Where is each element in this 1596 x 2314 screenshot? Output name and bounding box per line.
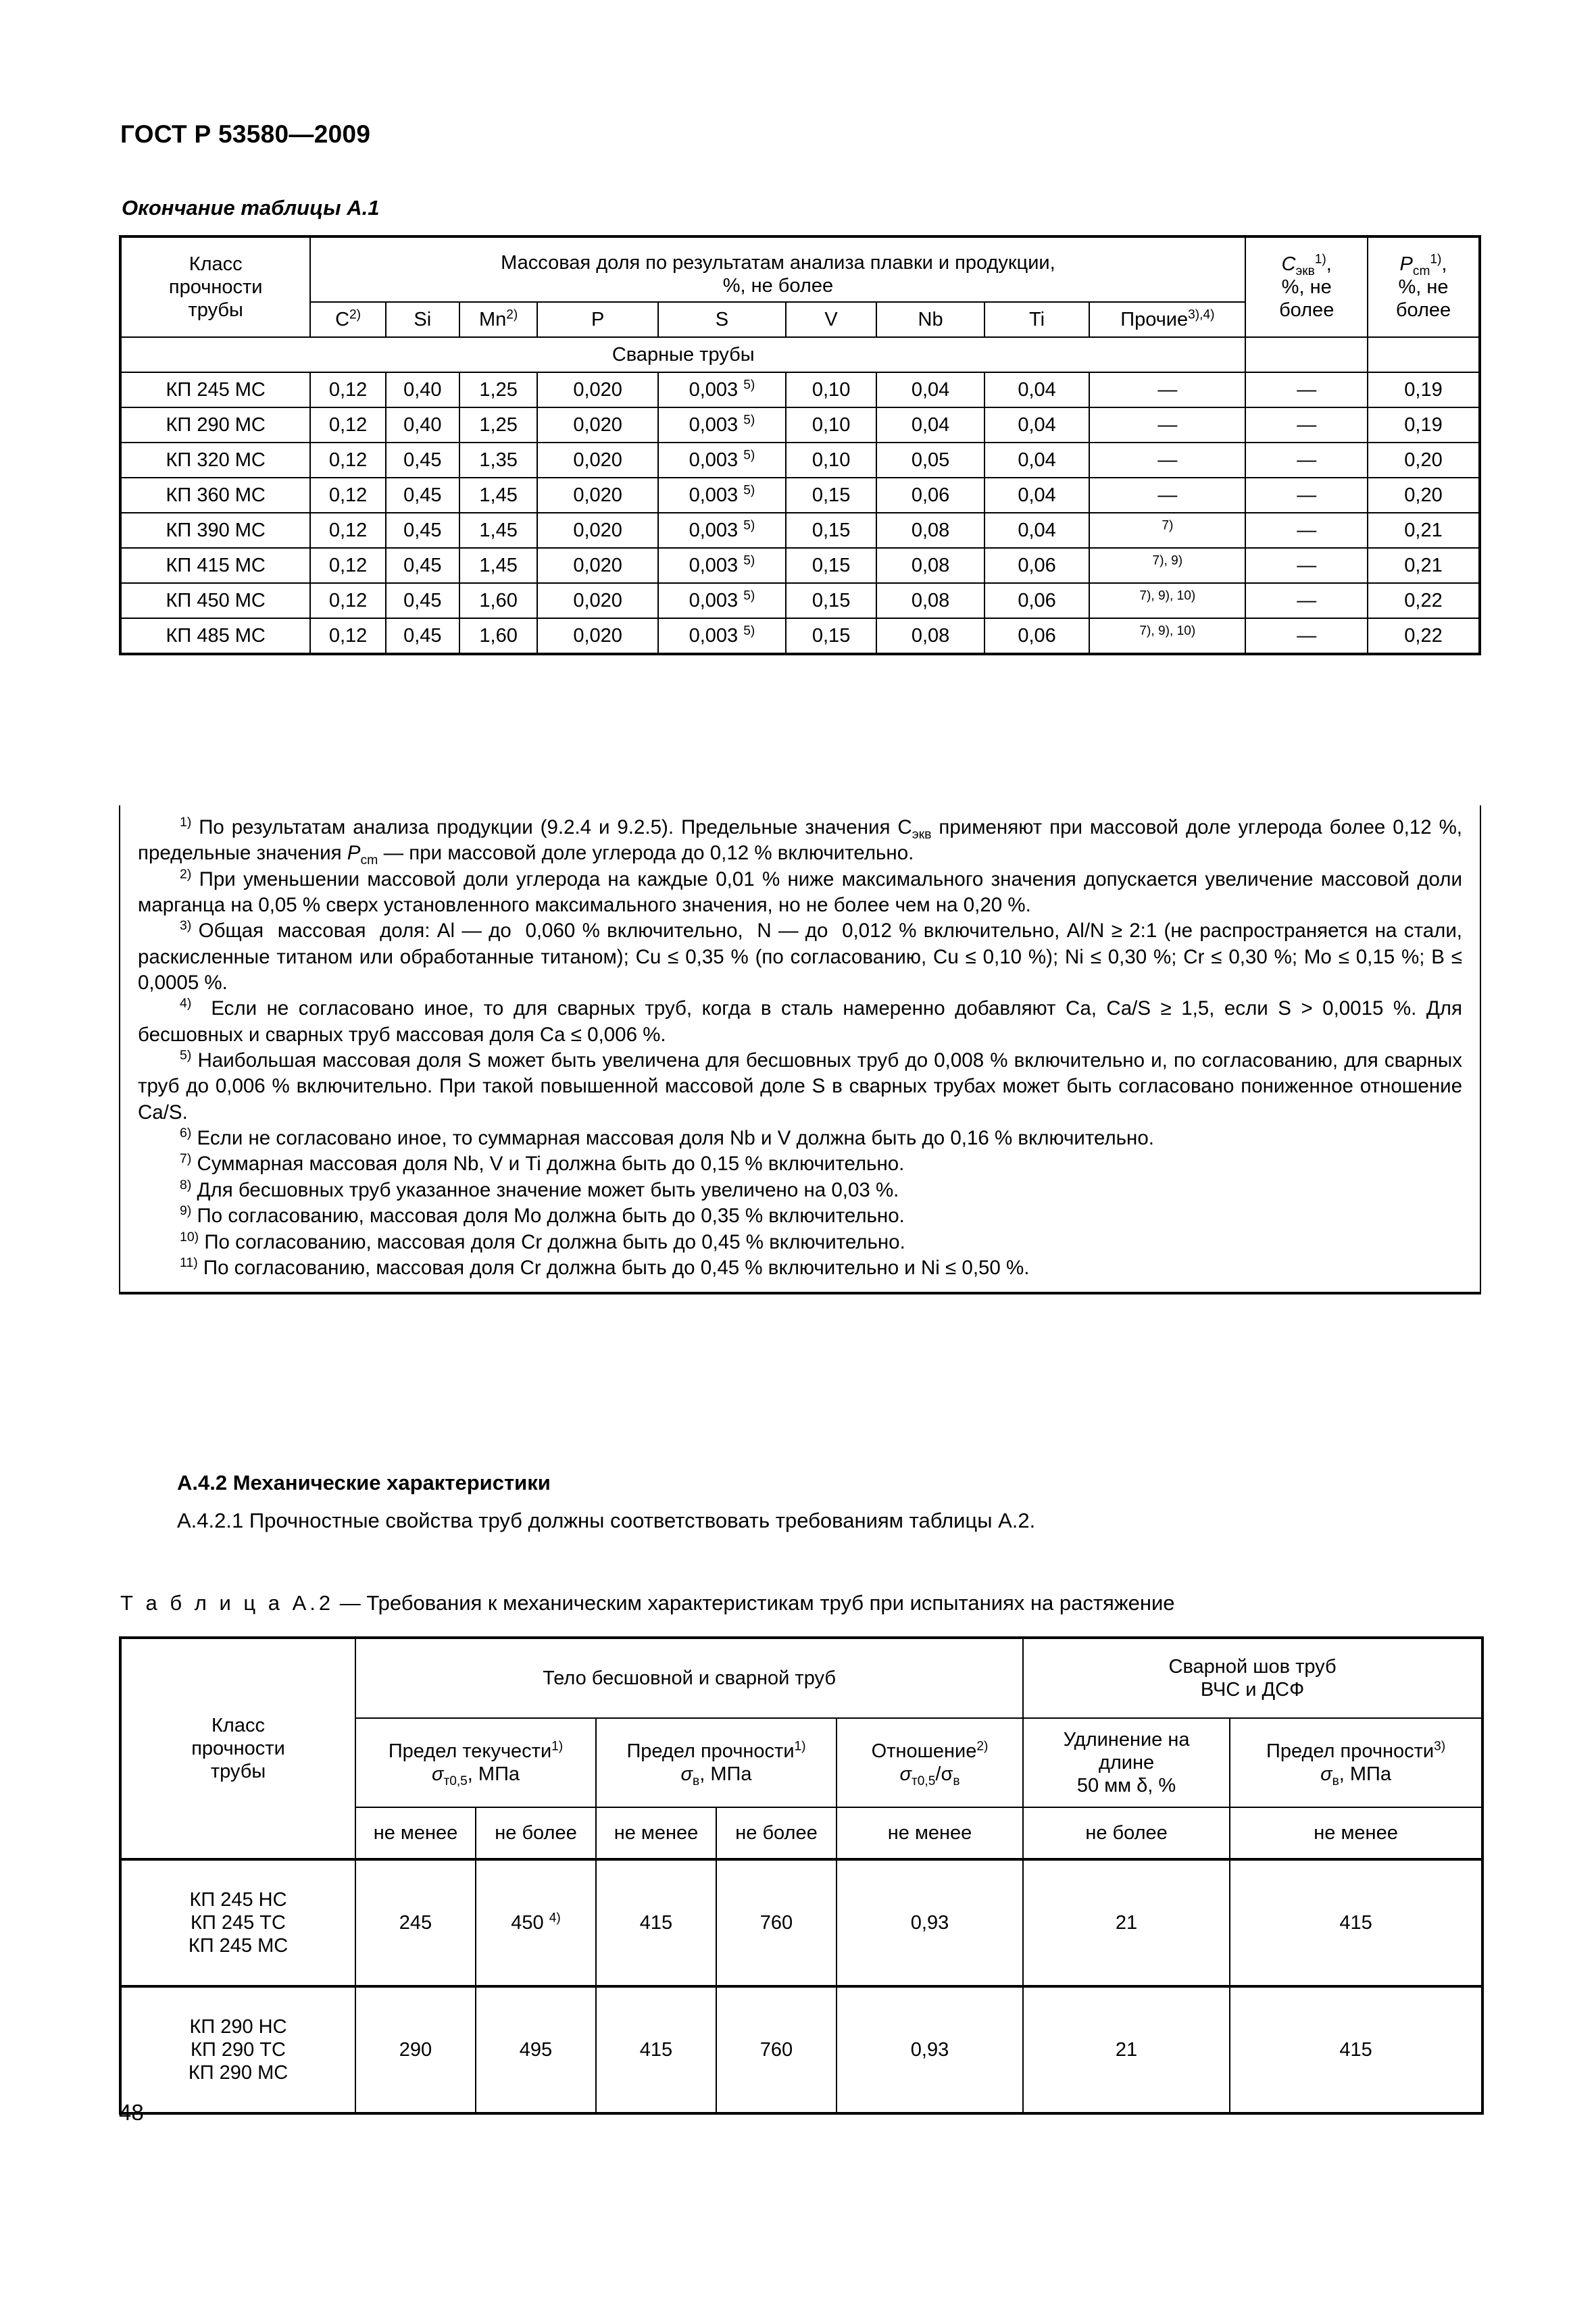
cell-c: 0,12: [310, 548, 385, 583]
cell-p: 0,020: [537, 618, 658, 654]
header-class-cell: Класс прочности трубы: [120, 1638, 355, 1859]
header-col-v: V: [786, 302, 876, 337]
cell-nb: 0,05: [876, 443, 984, 478]
header-minmax-3: не менее: [596, 1807, 716, 1859]
header-col-p: P: [537, 302, 658, 337]
table-a2-caption-text: — Требования к механическим характеристикам труб при испытаниях на растяжение: [334, 1591, 1175, 1615]
group-label-welded-pipes: Сварные трубы: [120, 337, 1245, 372]
cell-other: 7), 9), 10): [1089, 618, 1245, 654]
footnote-4: $^{4)}$ Если не согласовано иное, то для сварных труб, когда в сталь намеренно добавляют Ca, Ca/S ≥ 1,5, если S > 0,0015 %. Для бесшовных и сварных труб массовая доля Ca ≤ 0,006 %.: [138, 996, 1462, 1046]
cell-si: 0,45: [386, 583, 459, 618]
table-a2: [119, 1636, 1481, 2115]
cell-pcm: 0,19: [1368, 372, 1480, 407]
cell-class: КП 290 МС: [120, 407, 310, 443]
footnote-8: $^{8)}$ Для бесшовных труб указанное значение может быть увеличено на 0,03 %.: [180, 1177, 899, 1201]
header-ratio: Отношение$^{2)}$ $\sigma_{т0,5}/\sigma_в$: [837, 1718, 1023, 1807]
cell-ti: 0,06: [984, 583, 1089, 618]
footnote-6: $^{6)}$ Если не согласовано иное, то суммарная массовая доля Nb и V должна быть до 0,16 % включительно.: [180, 1126, 1154, 1150]
table-a2-header-row-1: [120, 1638, 1482, 1718]
table-a1: [119, 235, 1481, 655]
group-row-pcm-blank: [1368, 337, 1480, 372]
header-minmax-4: не более: [716, 1807, 837, 1859]
table-a2-caption: [120, 1591, 1175, 1615]
cell-nb: 0,08: [876, 513, 984, 548]
cell-mn: 1,45: [459, 478, 538, 513]
cell-elongation: 21: [1023, 1986, 1230, 2113]
cell-c: 0,12: [310, 407, 385, 443]
cell-v: 0,15: [786, 478, 876, 513]
cell-c: 0,12: [310, 372, 385, 407]
cell-pcm: 0,20: [1368, 443, 1480, 478]
cell-class: КП 415 МС: [120, 548, 310, 583]
cell-other: 7): [1089, 513, 1245, 548]
cell-ti: 0,06: [984, 548, 1089, 583]
footnote-1: $^{1)}$ По результатам анализа продукции (9.2.4 и 9.2.5). Предельные значения $C_{экв}$ применяют при массовой доле углерода более 0,12 %, предельные значения $P_{cm}$ — при массовой доле углерода до 0,12 % включительно.: [138, 815, 1463, 868]
cell-mn: 1,25: [459, 407, 538, 443]
cell-other: —: [1089, 478, 1245, 513]
cell-mn: 1,60: [459, 618, 538, 654]
table-row: [120, 478, 1480, 513]
cell-class: КП 390 МС: [120, 513, 310, 548]
header-minmax-1: не менее: [355, 1807, 476, 1859]
cell-s: 0,003 $^{5)}$: [658, 407, 786, 443]
cell-s: 0,003 $^{5)}$: [658, 548, 786, 583]
header-class-cell: Класс прочности трубы: [120, 236, 310, 337]
cell-nb: 0,04: [876, 407, 984, 443]
cell-ceq: —: [1245, 443, 1368, 478]
cell-c: 0,12: [310, 583, 385, 618]
cell-pcm: 0,21: [1368, 513, 1480, 548]
group-row-ceq-blank: [1245, 337, 1368, 372]
cell-p: 0,020: [537, 372, 658, 407]
cell-c: 0,12: [310, 478, 385, 513]
header-massfraction-group: Массовая доля по результатам анализа плавки и продукции, %, не более: [310, 236, 1245, 302]
cell-nb: 0,08: [876, 618, 984, 654]
cell-yield-max: 450 $^{4)}$: [476, 1859, 596, 1986]
cell-v: 0,10: [786, 407, 876, 443]
cell-ceq: —: [1245, 513, 1368, 548]
header-ceq-cell: $C_{экв}^{1)}$, %, не более: [1245, 236, 1368, 337]
header-minmax-5: не менее: [837, 1807, 1023, 1859]
cell-yield-min: 245: [355, 1859, 476, 1986]
page-number: 48: [119, 2100, 144, 2125]
header-col-other: Прочие$^{3),4)}$: [1089, 302, 1245, 337]
header-yield-strength: Предел текучести$^{1)}$ $\sigma_{т0,5}$, МПа: [355, 1718, 596, 1807]
cell-yield-min: 290: [355, 1986, 476, 2113]
cell-pcm: 0,20: [1368, 478, 1480, 513]
cell-other: —: [1089, 443, 1245, 478]
cell-other: —: [1089, 407, 1245, 443]
cell-other: 7), 9): [1089, 548, 1245, 583]
table-row: [120, 1859, 1482, 1986]
header-col-c: $C^{2)}$: [310, 302, 385, 337]
header-group-weld: Сварной шов труб ВЧС и ДСФ: [1023, 1638, 1482, 1718]
header-minmax-7: не менее: [1230, 1807, 1482, 1859]
footnote-5: $^{5)}$ Наибольшая массовая доля S может быть увеличена для бесшовных труб до 0,008 % включительно и, по согласованию, для сварных труб до 0,006 % включительно. При такой повышенной массовой доле S в сварных трубах может быть согласовано пониженное отношение Ca/S.: [138, 1048, 1462, 1124]
cell-p: 0,020: [537, 548, 658, 583]
cell-pcm: 0,22: [1368, 618, 1480, 654]
table-row: [120, 1986, 1482, 2113]
cell-v: 0,10: [786, 372, 876, 407]
cell-class-group: КП 290 НС КП 290 ТС КП 290 МС: [120, 1986, 355, 2113]
cell-p: 0,020: [537, 443, 658, 478]
table-row: [120, 548, 1480, 583]
cell-c: 0,12: [310, 513, 385, 548]
footnote-7: $^{7)}$ Суммарная массовая доля Nb, V и Ti должна быть до 0,15 % включительно.: [180, 1151, 905, 1176]
cell-tensile-min: 415: [596, 1859, 716, 1986]
cell-ti: 0,04: [984, 478, 1089, 513]
cell-other: 7), 9), 10): [1089, 583, 1245, 618]
cell-mn: 1,45: [459, 548, 538, 583]
cell-pcm: 0,22: [1368, 583, 1480, 618]
cell-si: 0,45: [386, 478, 459, 513]
cell-v: 0,15: [786, 618, 876, 654]
cell-c: 0,12: [310, 618, 385, 654]
header-group-body: Тело бесшовной и сварной труб: [355, 1638, 1023, 1718]
section-paragraph-a421: А.4.2.1 Прочностные свойства труб должны соответствовать требованиям таблицы А.2.: [177, 1509, 1036, 1532]
table-a1-footnotes: [119, 805, 1481, 1294]
cell-pcm: 0,21: [1368, 548, 1480, 583]
header-minmax-6: не более: [1023, 1807, 1230, 1859]
cell-mn: 1,35: [459, 443, 538, 478]
cell-class: КП 320 МС: [120, 443, 310, 478]
table-row: [120, 372, 1480, 407]
table-row: [120, 513, 1480, 548]
cell-v: 0,15: [786, 513, 876, 548]
cell-ceq: —: [1245, 618, 1368, 654]
footnote-9: $^{9)}$ По согласованию, массовая доля Mo должна быть до 0,35 % включительно.: [180, 1203, 905, 1228]
cell-class: КП 485 МС: [120, 618, 310, 654]
cell-ti: 0,04: [984, 407, 1089, 443]
document-standard-id: ГОСТ Р 53580—2009: [120, 120, 371, 148]
cell-si: 0,40: [386, 407, 459, 443]
footnote-2: $^{2)}$ При уменьшении массовой доли углерода на каждые 0,01 % ниже максимального значения допускается увеличение массовой доли марганца на 0,05 % сверх установленного максимального значения, но не более чем на 0,20 %.: [138, 866, 1462, 917]
cell-s: 0,003 $^{5)}$: [658, 513, 786, 548]
section-heading-a42: А.4.2 Механические характеристики: [177, 1471, 551, 1494]
cell-weld-tensile: 415: [1230, 1986, 1482, 2113]
cell-v: 0,15: [786, 548, 876, 583]
cell-class-group: КП 245 НС КП 245 ТС КП 245 МС: [120, 1859, 355, 1986]
table-row: [120, 583, 1480, 618]
header-minmax-2: не более: [476, 1807, 596, 1859]
cell-mn: 1,25: [459, 372, 538, 407]
cell-ratio: 0,93: [837, 1859, 1023, 1986]
cell-si: 0,40: [386, 372, 459, 407]
header-weld-tensile-strength: Предел прочности$^{3)}$ $\sigma_в$, МПа: [1230, 1718, 1482, 1807]
table-row: [120, 618, 1480, 654]
cell-ti: 0,04: [984, 443, 1089, 478]
cell-mn: 1,60: [459, 583, 538, 618]
cell-tensile-min: 415: [596, 1986, 716, 2113]
table-a1-group-row: [120, 337, 1480, 372]
cell-s: 0,003 $^{5)}$: [658, 478, 786, 513]
cell-s: 0,003 $^{5)}$: [658, 583, 786, 618]
header-col-si: Si: [386, 302, 459, 337]
cell-s: 0,003 $^{5)}$: [658, 443, 786, 478]
cell-tensile-max: 760: [716, 1859, 837, 1986]
cell-ceq: —: [1245, 372, 1368, 407]
cell-nb: 0,08: [876, 548, 984, 583]
table-a1-header-row-1: [120, 236, 1480, 302]
cell-s: 0,003 $^{5)}$: [658, 372, 786, 407]
table-row: [120, 443, 1480, 478]
cell-si: 0,45: [386, 443, 459, 478]
header-col-nb: Nb: [876, 302, 984, 337]
cell-p: 0,020: [537, 407, 658, 443]
cell-si: 0,45: [386, 513, 459, 548]
cell-pcm: 0,19: [1368, 407, 1480, 443]
cell-ceq: —: [1245, 478, 1368, 513]
cell-tensile-max: 760: [716, 1986, 837, 2113]
cell-ceq: —: [1245, 583, 1368, 618]
cell-elongation: 21: [1023, 1859, 1230, 1986]
cell-ceq: —: [1245, 548, 1368, 583]
header-col-ti: Ti: [984, 302, 1089, 337]
cell-class: КП 245 МС: [120, 372, 310, 407]
cell-si: 0,45: [386, 548, 459, 583]
cell-v: 0,15: [786, 583, 876, 618]
cell-weld-tensile: 415: [1230, 1859, 1482, 1986]
cell-p: 0,020: [537, 513, 658, 548]
header-pcm-cell: $P_{cm}^{1)}$, %, не более: [1368, 236, 1480, 337]
cell-si: 0,45: [386, 618, 459, 654]
header-col-mn: Mn$^{2)}$: [459, 302, 538, 337]
footnote-10: $^{10)}$ По согласованию, массовая доля Cr должна быть до 0,45 % включительно.: [180, 1229, 905, 1253]
cell-p: 0,020: [537, 478, 658, 513]
table-continuation-label: Окончание таблицы А.1: [122, 196, 380, 220]
cell-class: КП 360 МС: [120, 478, 310, 513]
cell-s: 0,003 $^{5)}$: [658, 618, 786, 654]
header-col-s: S: [658, 302, 786, 337]
cell-class: КП 450 МС: [120, 583, 310, 618]
cell-ti: 0,06: [984, 618, 1089, 654]
footnote-11: $^{11)}$ По согласованию, массовая доля Cr должна быть до 0,45 % включительно и Ni ≤ 0,50 %.: [180, 1255, 1030, 1279]
table-row: [120, 407, 1480, 443]
cell-nb: 0,08: [876, 583, 984, 618]
cell-ti: 0,04: [984, 372, 1089, 407]
header-tensile-strength: Предел прочности$^{1)}$ $\sigma_в$, МПа: [596, 1718, 837, 1807]
cell-p: 0,020: [537, 583, 658, 618]
header-elongation: Удлинение на длине 50 мм δ, %: [1023, 1718, 1230, 1807]
cell-other: —: [1089, 372, 1245, 407]
cell-ratio: 0,93: [837, 1986, 1023, 2113]
cell-yield-max: 495: [476, 1986, 596, 2113]
cell-mn: 1,45: [459, 513, 538, 548]
cell-ti: 0,04: [984, 513, 1089, 548]
cell-v: 0,10: [786, 443, 876, 478]
cell-nb: 0,04: [876, 372, 984, 407]
cell-nb: 0,06: [876, 478, 984, 513]
cell-ceq: —: [1245, 407, 1368, 443]
cell-c: 0,12: [310, 443, 385, 478]
table-a2-caption-label: Т а б л и ц а А.2: [120, 1591, 334, 1615]
footnote-3: $^{3)}$ Общая массовая доля: Al — до 0,060 % включительно, N — до 0,012 % включительно, Al/N ≥ 2:1 (не распространяется на стали, раскисленные титаном или обработанные титаном); Cu ≤ 0,35 % (по согласованию, Cu ≤ 0,10 %); Ni ≤ 0,30 %; Cr ≤ 0,30 %; Mo ≤ 0,15 %; B ≤ 0,0005 %.: [138, 918, 1462, 995]
